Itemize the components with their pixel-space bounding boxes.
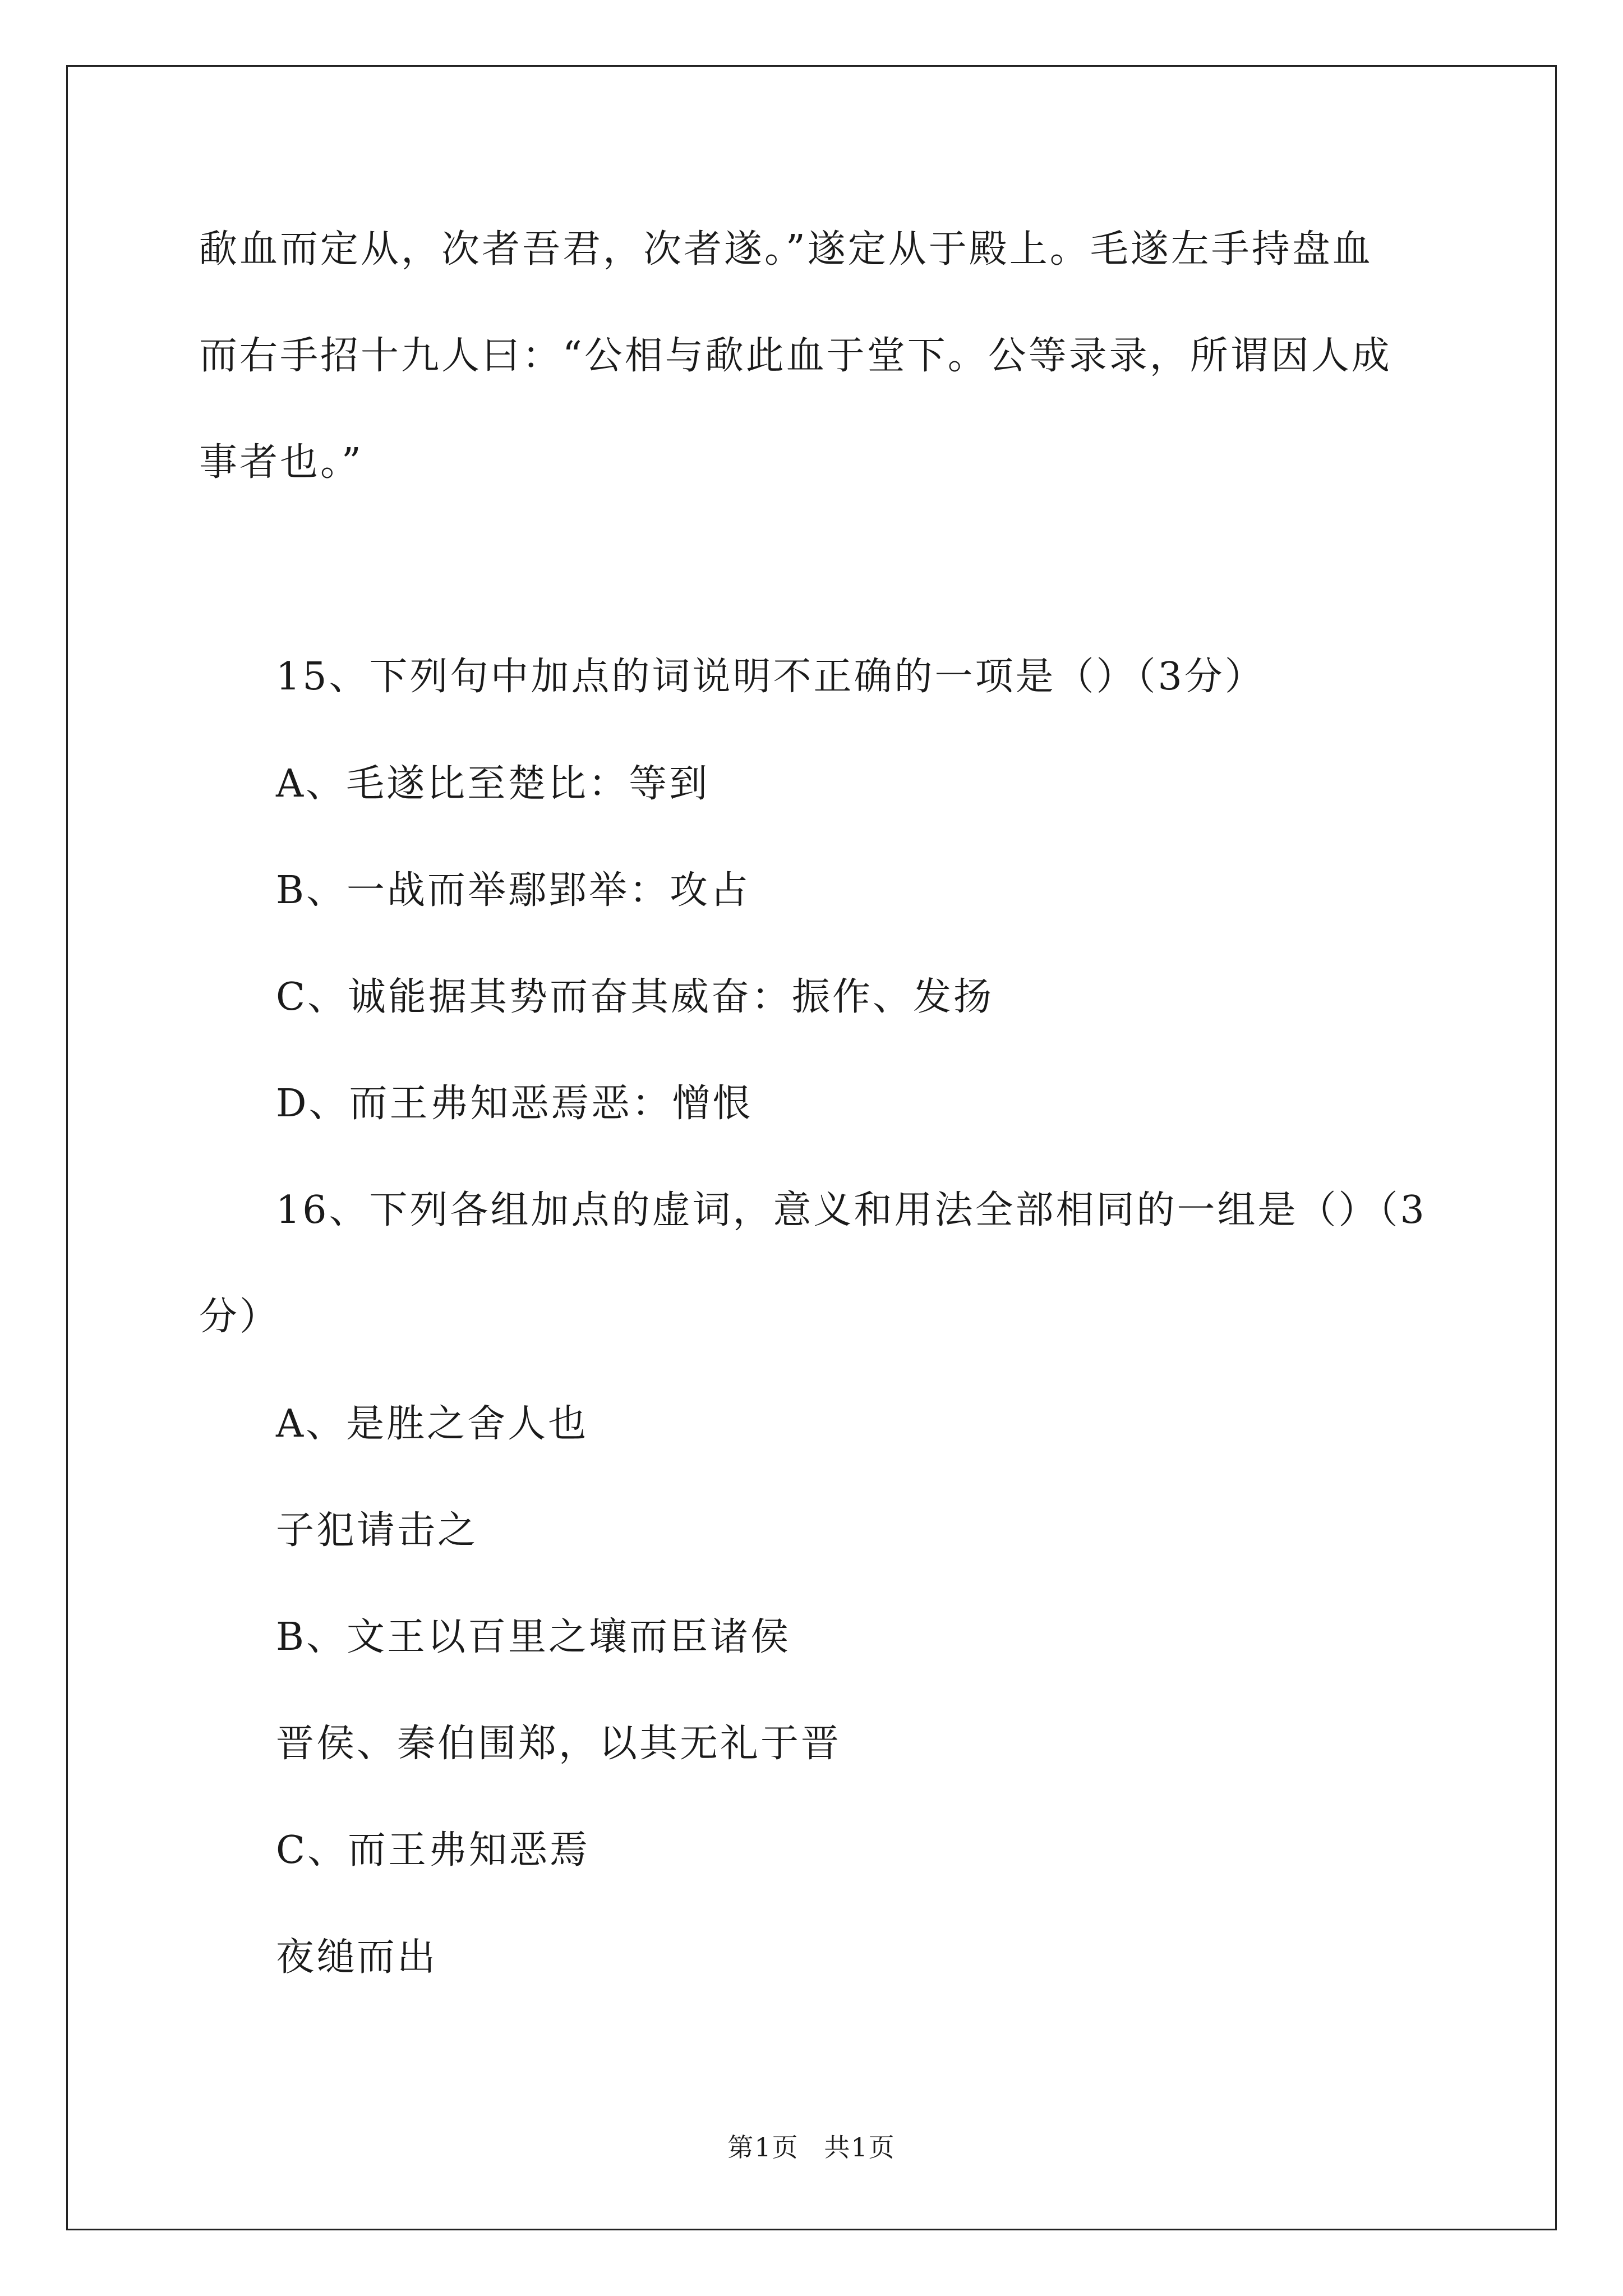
question-15-option-a: A、毛遂比至楚比：等到 (276, 762, 710, 806)
question-15-stem: 15、下列句中加点的词说明不正确的一项是（）（3分） (276, 655, 1265, 699)
page-footer (0, 2131, 1623, 2164)
question-15-option-c: C、诚能据其势而奋其威奋：振作、发扬 (276, 975, 994, 1019)
passage-line: 歃血而定从，次者吾君，次者遂。”遂定从于殿上。毛遂左手持盘血 (199, 227, 1373, 272)
question-15-option-d: D、而王弗知恶焉恶：憎恨 (276, 1082, 753, 1126)
current-page-label: 第1页 (727, 2132, 799, 2162)
question-16-stem-continued: 分） (199, 1295, 280, 1339)
question-16-option-c-pair: 夜缒而出 (276, 1935, 438, 1980)
question-16-option-a: A、是胜之舍人也 (276, 1402, 589, 1446)
total-pages-label: 共1页 (824, 2132, 896, 2162)
question-16-option-b-pair: 晋侯、秦伯围郑，以其无礼于晋 (276, 1722, 842, 1766)
question-16-stem: 16、下列各组加点的虚词，意义和用法全部相同的一组是（）（3 (276, 1188, 1427, 1232)
question-16-option-b: B、文王以百里之壤而臣诸侯 (276, 1615, 791, 1659)
passage-line: 而右手招十九人曰：“公相与歃此血于堂下。公等录录，所谓因人成 (199, 334, 1392, 378)
question-16-option-c: C、而王弗知恶焉 (276, 1828, 591, 1872)
question-16-option-a-pair: 子犯请击之 (276, 1508, 478, 1553)
page-border (66, 65, 1557, 2230)
passage-line: 事者也。” (199, 440, 363, 485)
question-15-option-b: B、一战而举鄢郢举：攻占 (276, 868, 750, 913)
